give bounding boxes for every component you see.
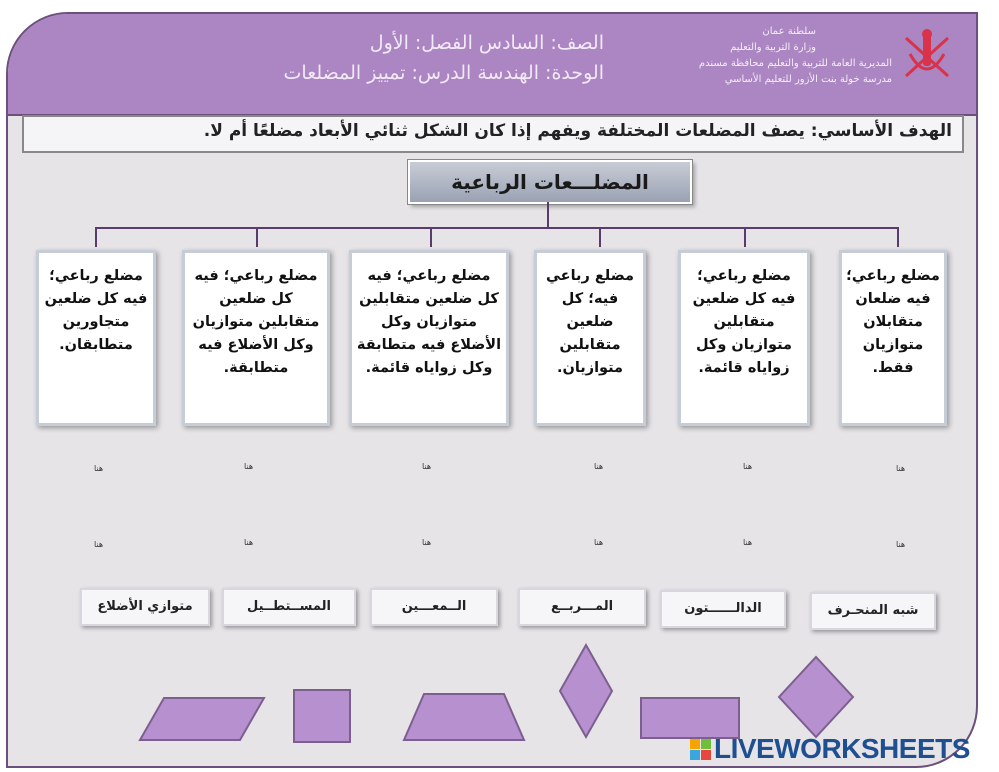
rhombus-shape[interactable] <box>556 642 616 740</box>
logo-text: LIVEWORKSHEETS <box>714 733 970 764</box>
label-kite[interactable]: الدالــــــتون <box>660 590 786 628</box>
definition-card-6: مضلع رباعي؛ فيه كل ضلعين متجاورين متطابقان. <box>36 250 156 426</box>
drop-target[interactable]: هنا <box>244 538 254 547</box>
square-shape[interactable] <box>290 686 356 746</box>
drop-target[interactable]: هنا <box>244 462 254 471</box>
unit-line: الوحدة: الهندسة الدرس: تمييز المضلعات <box>283 62 604 84</box>
drop-target[interactable]: هنا <box>422 538 432 547</box>
definition-card-5: مضلع رباعي؛ فيه كل ضلعين متقابلين متوازيان وكل الأضلاع فيه متطابقة. <box>182 250 330 426</box>
tree-branch-line <box>95 227 97 247</box>
parallelogram-shape[interactable] <box>136 694 268 744</box>
definition-card-3: مضلع رباعي فيه؛ كل ضلعين متقابلين متوازيان. <box>534 250 646 426</box>
definition-card-4: مضلع رباعي؛ فيه كل ضلعين متقابلين متوازيان وكل الأضلاع فيه متطابقة وكل زواياه قائمة. <box>349 250 509 426</box>
tree-branch-line <box>430 227 432 247</box>
label-rectangle[interactable]: المســتطــيل <box>222 588 356 626</box>
org-line-2: وزارة التربية والتعليم <box>730 42 816 53</box>
drop-target[interactable]: هنا <box>594 462 604 471</box>
tree-branch-line <box>897 227 899 247</box>
liveworksheets-logo <box>690 734 970 764</box>
tree-branch-line <box>599 227 601 247</box>
drop-target[interactable]: هنا <box>94 540 104 549</box>
liveworksheets-logo-icon <box>690 739 711 760</box>
drop-target[interactable]: هنا <box>94 464 104 473</box>
org-line-3: المديرية العامة للتربية والتعليم محافظة مسندم <box>698 58 892 69</box>
tree-branch-line <box>256 227 258 247</box>
drop-target[interactable]: هنا <box>422 462 432 471</box>
drop-target[interactable]: هنا <box>594 538 604 547</box>
goal-text: الهدف الأساسي: يصف المضلعات المختلفة ويفهم إذا كان الشكل ثنائي الأبعاد مضلعًا أم لا. <box>203 121 952 141</box>
label-parallelogram[interactable]: متوازي الأضلاع <box>80 588 210 626</box>
drop-target[interactable]: هنا <box>743 462 753 471</box>
definition-card-2: مضلع رباعي؛ فيه كل ضلعين متقابلين متوازيان وكل زواياه قائمة. <box>678 250 810 426</box>
grade-line: الصف: السادس الفصل: الأول <box>369 32 604 54</box>
label-trapezoid[interactable]: شبه المنحـرف <box>810 592 936 630</box>
definition-card-1: مضلع رباعي؛ فيه ضلعان متقابلان متوازيان فقط. <box>839 250 947 426</box>
tree-horizontal-line <box>95 227 899 229</box>
rhombus-shape[interactable] <box>776 654 856 740</box>
drop-target[interactable]: هنا <box>896 540 906 549</box>
trapezoid-shape[interactable] <box>400 690 528 744</box>
worksheet-frame <box>6 12 978 768</box>
worksheet-header <box>8 14 976 116</box>
oman-emblem-icon <box>898 26 956 84</box>
drop-target[interactable]: هنا <box>743 538 753 547</box>
label-rhombus[interactable]: الــمعـــين <box>370 588 498 626</box>
goal-bar <box>22 115 964 153</box>
tree-trunk-line <box>547 202 549 228</box>
tree-branch-line <box>744 227 746 247</box>
org-line-4: مدرسة خولة بنت الأزور للتعليم الأساسي <box>724 74 892 85</box>
drop-target[interactable]: هنا <box>896 464 906 473</box>
org-line-1: سلطنة عمان <box>762 26 816 37</box>
quadrilaterals-title: المضلـــعات الرباعية <box>408 160 692 204</box>
label-square[interactable]: المـــربــع <box>518 588 646 626</box>
